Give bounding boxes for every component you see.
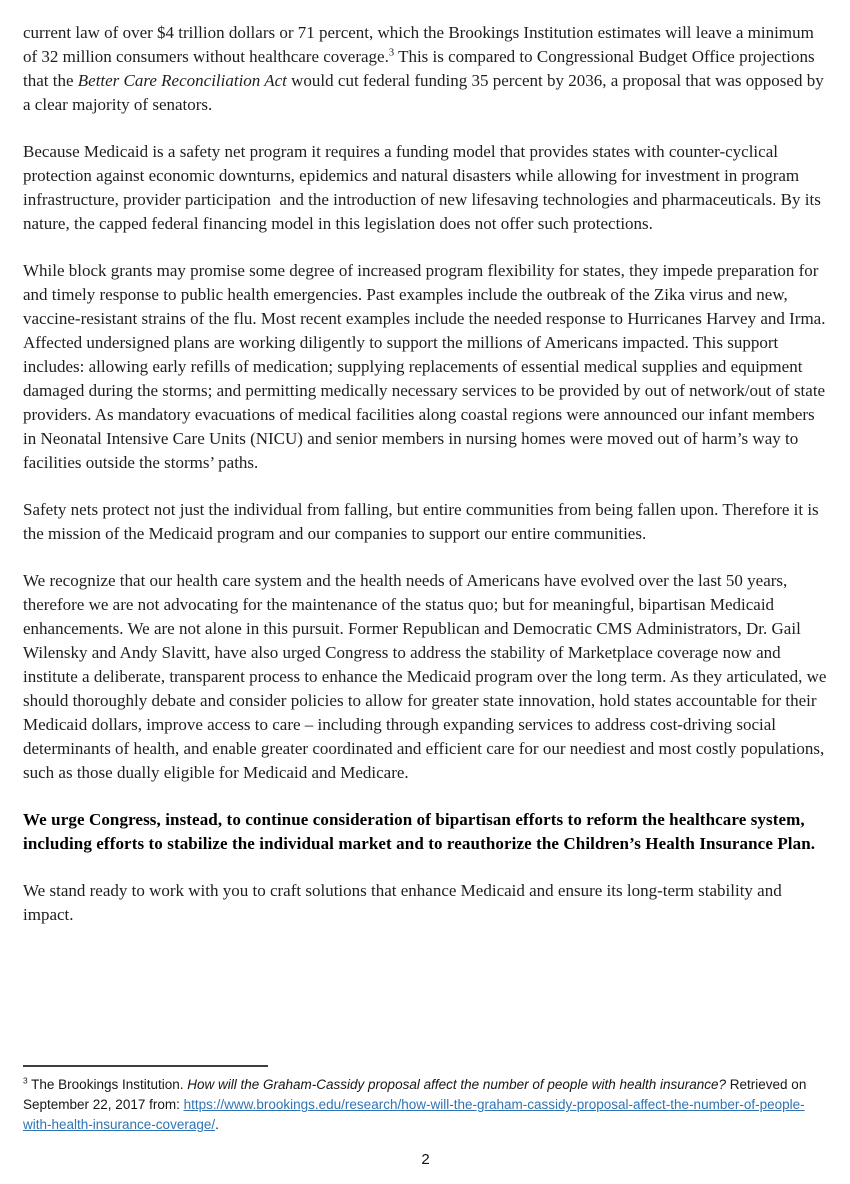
text-run: . [215, 1117, 219, 1132]
footnote-reference-superscript: 3 [23, 1075, 28, 1086]
body-paragraph-4 [23, 498, 828, 546]
text-run: would cut federal funding 35 percent by 2036, a proposal that was opposed by a clear majority of senators. [23, 71, 828, 114]
italic-text-run: How will the Graham-Cassidy proposal affect the number of people with health insurance? [187, 1077, 727, 1092]
footnote-separator-rule [23, 1065, 268, 1067]
body-paragraph-6-bold [23, 808, 828, 856]
text-run: current law of over $4 trillion dollars or 71 percent, which the Brookings Institution estimates will leave a minimum of 32 million consumers without healthcare coverage. [23, 23, 819, 66]
body-paragraph-2 [23, 140, 828, 236]
text-run: Because Medicaid is a safety net program it requires a funding model that provides states with counter-cyclical protection against economic downturns, epidemics and natural disasters while allowing for investment in program infrastructure, provider participation and the introduction of new lifesaving technologies and pharmaceuticals. By its nature, the capped federal financing model in this legislation does not offer such protections. [23, 142, 826, 233]
footnote-hyperlink[interactable]: https://www.brookings.edu/research/how-will-the-graham-cassidy-proposal-affect-the-number-of-people-with-health-insurance-coverage/ [23, 1097, 805, 1132]
text-run: Retrieved on September 22, 2017 from: [23, 1077, 811, 1112]
footnote-text [23, 1075, 828, 1135]
text-run: We stand ready to work with you to craft solutions that enhance Medicaid and ensure its long-term stability and impact. [23, 881, 786, 924]
text-run: We recognize that our health care system and the health needs of Americans have evolved over the last 50 years, therefore we are not advocating for the maintenance of the status quo; but for meaningful, bipartisan Medicaid enhancements. We are not alone in this pursuit. Former Republican and Democratic CMS Administrators, Dr. Gail Wilensky and Andy Slavitt, have also urged Congress to address the stability of Marketplace coverage now and institute a deliberate, transparent process to enhance the Medicaid program over the long term. As they articulated, we should thoroughly debate and consider policies to allow for greater state innovation, hold states accountable for their Medicaid dollars, improve access to care – including through expanding services to address cost-driving social determinants of health, and enable greater coordinated and efficient care for our neediest and most costly populations, such as those dually eligible for Medicaid and Medicare. [23, 571, 831, 782]
footnote-block [23, 1065, 828, 1135]
text-run: Safety nets protect not just the individual from falling, but entire communities from being fallen upon. Therefore it is the mission of the Medicaid program and our companies to support our entire communities. [23, 500, 823, 543]
page-number: 2 [421, 1151, 430, 1168]
text-run: The Brookings Institution. [27, 1077, 188, 1092]
body-paragraph-7 [23, 879, 828, 927]
footnote-reference-superscript: 3 [388, 47, 395, 59]
body-paragraph-1 [23, 21, 828, 117]
text-run: This is compared to Congressional Budget Office projections that the [23, 47, 819, 90]
body-paragraph-3 [23, 259, 834, 475]
text-run: We urge Congress, instead, to continue consideration of bipartisan efforts to reform the healthcare system, including efforts to stabilize the individual market and to reauthorize the Children’s Health Insurance Plan. [23, 810, 816, 853]
italic-text-run: Better Care Reconciliation Act [77, 71, 287, 90]
body-paragraph-5 [23, 569, 831, 785]
text-run: While block grants may promise some degree of increased program flexibility for states, they impede preparation for and timely response to public health emergencies. Past examples include the outbreak of the Zika virus and new, vaccine-resistant strains of the flu. Most recent examples include the needed response to Hurricanes Harvey and Irma. Affected undersigned plans are working diligently to support the millions of Americans impacted. This support includes: allowing early refills of medication; supplying replacements of essential medical supplies and equipment damaged during the storms; and permitting medically necessary services to be provided by out of network/out of state providers. As mandatory evacuations of medical facilities along coastal regions were announced our infant members in Neonatal Intensive Care Units (NICU) and senior members in nursing homes were moved out of harm’s way to facilities outside the storms’ paths. [23, 261, 834, 472]
